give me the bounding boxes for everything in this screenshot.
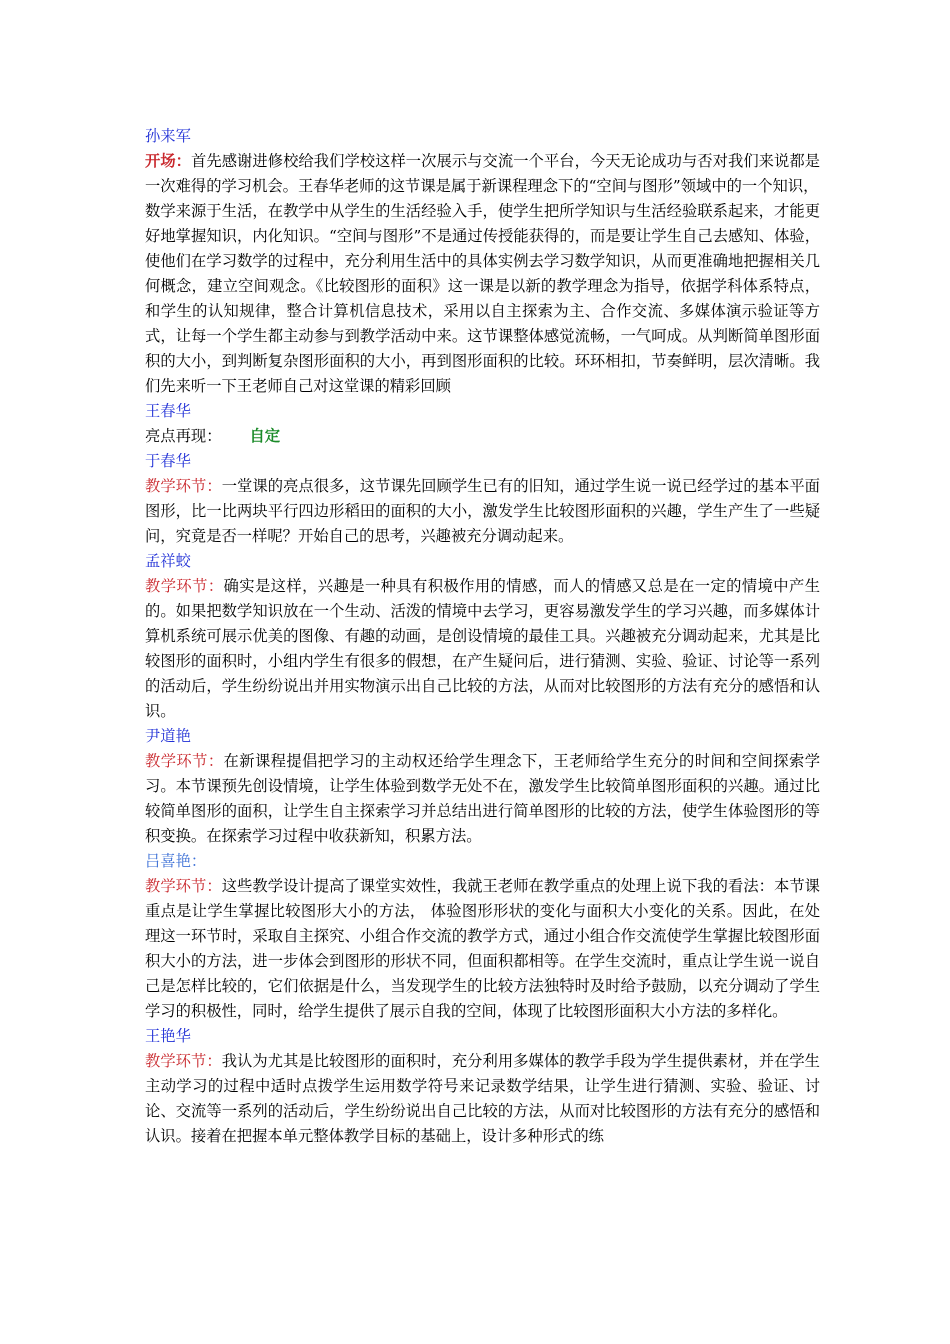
speaker-name: 吕喜艳： [145, 852, 207, 870]
paragraph [145, 874, 820, 1024]
speaker-name: 孙来军 [145, 127, 191, 145]
document-body [145, 124, 820, 1149]
paragraph-text: 一堂课的亮点很多，这节课先回顾学生已有的旧知，通过学生说一说已经学过的基本平面图形，比一比两块平行四边形稻田的面积的大小，激发学生比较图形面积的兴趣，学生产生了一些疑问，究竟是否一样呢？开始自己的思考，兴趣被充分调动起来。 [145, 477, 820, 545]
section-label: 教学环节： [145, 477, 222, 495]
paragraph-text: 这些教学设计提高了课堂实效性，我就王老师在教学重点的处理上说下我的看法：本节课重点是让学生掌握比较图形大小的方法， 体验图形形状的变化与面积大小变化的关系。因此，在处理这一环节时，采取自主探究、小组合作交流的教学方式，通过小组合作交流使学生掌握比较图形面积大小的方法，进一步体会到图形的形状不同，但面积都相等。在学生交流时，重点让学生说一说自己是怎样比较的，它们依据是什么，当发现学生的比较方法独特时及时给予鼓励，以充分调动了学生学习的积极性，同时，给学生提供了展示自我的空间，体现了比较图形面积大小方法的多样化。 [145, 877, 820, 1020]
section-label: 教学环节： [145, 577, 224, 595]
section-label: 教学环节： [145, 1052, 222, 1070]
speaker-name: 尹道艳 [145, 727, 191, 745]
paragraph-text: 首先感谢进修校给我们学校这样一次展示与交流一个平台，今天无论成功与否对我们来说都是一次难得的学习机会。王春华老师的这节课是属于新课程理念下的“空间与图形”领域中的一个知识， [145, 152, 820, 195]
paragraph-text: 我认为尤其是比较图形的面积时，充分利用多媒体的教学手段为学生提供素材，并在学生主动学习的过程中适时点拨学生运用数学符号来记录数学结果，让学生进行猜测、实验、验证、讨论、交流等一系列的活动后，学生纷纷说出自己比较的方法，从而对比较图形的方法有充分的感悟和认识。接着在把握本单元整体教学目标的基础上，设计多种形式的练 [145, 1052, 820, 1145]
paragraph [145, 149, 820, 199]
speaker-name: 王春华 [145, 402, 191, 420]
paragraph [145, 199, 820, 399]
paragraph [145, 1049, 820, 1149]
paragraph-text: 在新课程提倡把学习的主动权还给学生理念下，王老师给学生充分的时间和空间探索学习。本节课预先创设情境，让学生体验到数学无处不在，激发学生比较简单图形面积的兴趣。通过比较简单图形的面积，让学生自主探索学习并总结出进行简单图形的比较的方法，使学生体验图形的等积变换。在探索学习过程中收获新知，积累方法。 [145, 752, 820, 845]
paragraph [145, 474, 820, 549]
highlight-value: 自定 [249, 427, 281, 445]
highlight-line [145, 424, 820, 449]
paragraph [145, 574, 820, 724]
section-label: 教学环节： [145, 752, 224, 770]
speaker-name: 于春华 [145, 452, 191, 470]
paragraph [145, 749, 820, 849]
speaker-name: 王艳华 [145, 1027, 191, 1045]
speaker-name: 孟祥蛟 [145, 552, 191, 570]
highlight-label: 亮点再现： [145, 427, 222, 445]
paragraph-text: 数学来源于生活，在教学中从学生的生活经验入手，使学生把所学知识与生活经验联系起来，才能更好地掌握知识，内化知识。“空间与图形”不是通过传授能获得的，而是要让学生自己去感知、体验，使他们在学习数学的过程中，充分利用生活中的具体实例去学习数学知识，从而更准确地把握相关几何概念，建立空间观念。《比较图形的面积》这一课是以新的教学理念为指导，依据学科体系特点，和学生的认知规律，整合计算机信息技术，采用以自主探索为主、合作交流、多媒体演示验证等方式，让每一个学生都主动参与到教学活动中来。这节课整体感觉流畅，一气呵成。从判断简单图形面积的大小，到判断复杂图形面积的大小，再到图形面积的比较。环环相扣，节奏鲜明，层次清晰。我们先来听一下王老师自己对这堂课的精彩回顾 [145, 202, 820, 395]
section-label: 开场： [145, 152, 192, 170]
paragraph-text: 确实是这样，兴趣是一种具有积极作用的情感，而人的情感又总是在一定的情境中产生的。如果把数学知识放在一个生动、活泼的情境中去学习，更容易激发学生的学习兴趣，而多媒体计算机系统可展示优美的图像、有趣的动画，是创设情境的最佳工具。兴趣被充分调动起来，尤其是比较图形的面积时，小组内学生有很多的假想，在产生疑问后，进行猜测、实验、验证、讨论等一系列的活动后，学生纷纷说出并用实物演示出自己比较的方法，从而对比较图形的方法有充分的感悟和认识。 [145, 577, 820, 720]
section-label: 教学环节： [145, 877, 222, 895]
